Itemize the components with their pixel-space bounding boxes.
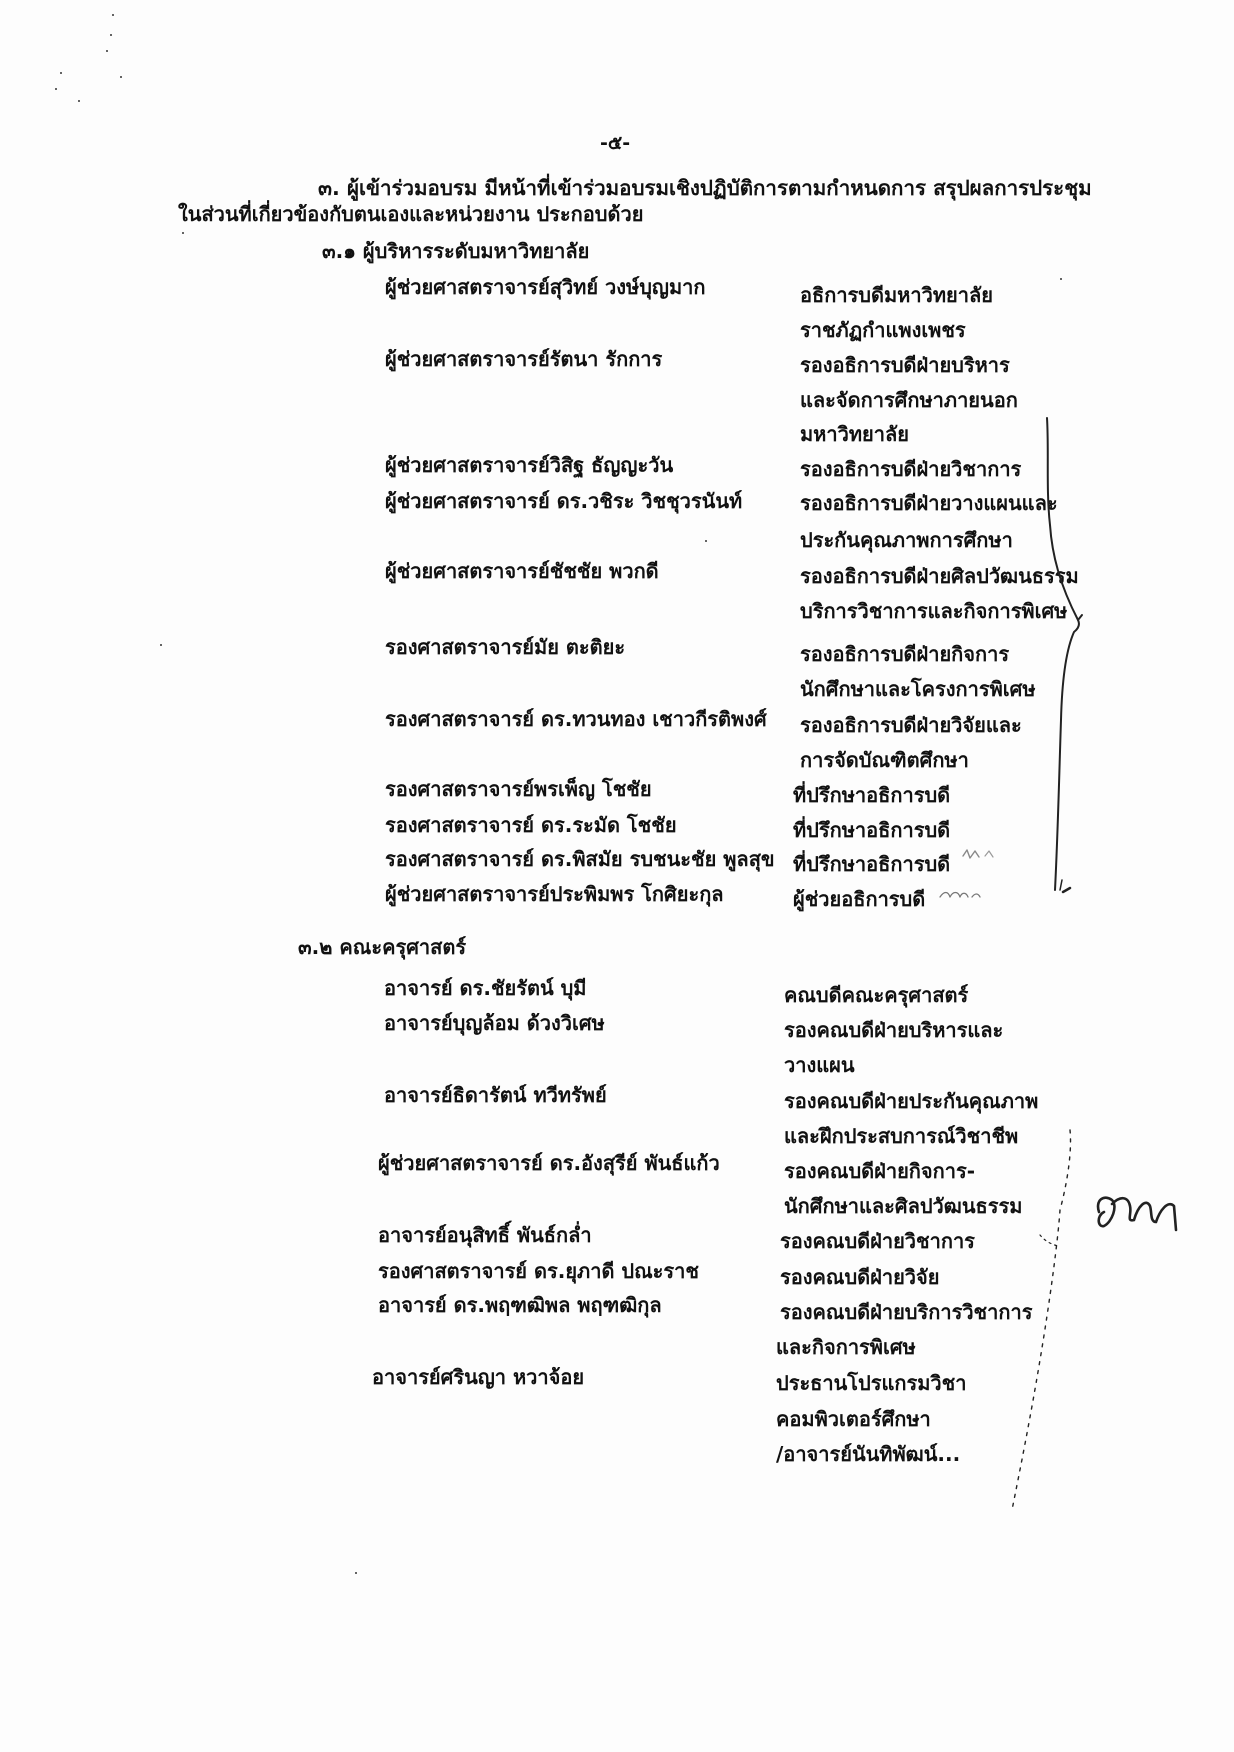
member-position: คณบดีคณะครุศาสตร์ xyxy=(784,983,969,1007)
member-name: ผู้ช่วยศาสตราจารย์ ดร.อังสุรีย์ พันธ์แก้ว xyxy=(378,1151,720,1175)
member-name: รองศาสตราจารย์ ดร.พิสมัย รบชนะชัย พูลสุข xyxy=(385,847,775,871)
member-name: อาจารย์บุญล้อม ด้วงวิเศษ xyxy=(384,1011,605,1035)
member-position: /อาจารย์นันทิพัฒน์... xyxy=(776,1442,961,1466)
member-name: อาจารย์ศรินญา หวาจ้อย xyxy=(372,1365,585,1389)
member-position: รองคณบดีฝ่ายวิชาการ xyxy=(780,1229,975,1253)
member-position: นักศึกษาและโครงการพิเศษ xyxy=(800,677,1036,701)
member-name: ผู้ช่วยศาสตราจารย์ ดร.วชิระ วิชชุวรนันท์ xyxy=(385,489,743,513)
handwritten-bracket xyxy=(1012,1130,1071,1510)
member-position: รองคณบดีฝ่ายกิจการ- xyxy=(784,1159,976,1183)
member-position: ประกันคุณภาพการศึกษา xyxy=(800,528,1013,552)
member-name: ผู้ช่วยศาสตราจารย์รัตนา รักการ xyxy=(385,347,663,371)
member-position: รองอธิการบดีฝ่ายบริหาร xyxy=(800,353,1010,377)
section-heading-3-2: ๓.๒ คณะครุศาสตร์ xyxy=(298,935,467,959)
member-name: อาจารย์อนุสิทธิ์ พันธ์กล่ำ xyxy=(378,1223,592,1247)
member-position: รองอธิการบดีฝ่ายวิชาการ xyxy=(800,457,1022,481)
handwritten-bracket xyxy=(1047,418,1079,890)
intro-line-2: ในส่วนที่เกี่ยวข้องกับตนเองและหน่วยงาน ประกอบด้วย xyxy=(178,202,644,226)
member-position: รองอธิการบดีฝ่ายศิลปวัฒนธรรม xyxy=(800,564,1079,588)
member-position: อธิการบดีมหาวิทยาลัย xyxy=(800,283,993,307)
member-position: คอมพิวเตอร์ศึกษา xyxy=(776,1407,931,1431)
member-name: รองศาสตราจารย์ ดร.ยุภาดี ปณะราช xyxy=(378,1259,699,1283)
member-position: มหาวิทยาลัย xyxy=(800,422,909,446)
member-position: รองคณบดีฝ่ายประกันคุณภาพ xyxy=(784,1089,1039,1113)
member-position: ผู้ช่วยอธิการบดี xyxy=(793,887,926,911)
member-position: รองคณบดีฝ่ายบริการวิชาการ xyxy=(780,1300,1033,1324)
page-number: -๕- xyxy=(600,132,631,154)
member-position: รองคณบดีฝ่ายวิจัย xyxy=(780,1265,940,1289)
member-position: รองคณบดีฝ่ายบริหารและ xyxy=(784,1018,1004,1042)
member-position: ประธานโปรแกรมวิชา xyxy=(776,1371,967,1395)
member-position: รองอธิการบดีฝ่ายวิจัยและ xyxy=(800,713,1022,737)
member-position: ราชภัฏกำแพงเพชร xyxy=(800,318,966,342)
intro-line-1: ๓. ผู้เข้าร่วมอบรม มีหน้าที่เข้าร่วมอบรมเชิงปฏิบัติการตามกำหนดการ สรุปผลการประชุม xyxy=(318,176,1092,200)
member-position: วางแผน xyxy=(784,1053,855,1077)
member-position: และฝึกประสบการณ์วิชาชีพ xyxy=(784,1124,1019,1148)
member-position: ที่ปรึกษาอธิการบดี xyxy=(793,818,951,842)
member-name: รองศาสตราจารย์ ดร.ทวนทอง เชาวกีรติพงศ์ xyxy=(385,707,767,731)
member-name: รองศาสตราจารย์มัย ตะติยะ xyxy=(385,635,626,659)
member-position: และกิจการพิเศษ xyxy=(776,1335,916,1359)
member-name: รองศาสตราจารย์ ดร.ระมัด โชชัย xyxy=(385,813,677,837)
member-name: รองศาสตราจารย์พรเพ็ญ โชชัย xyxy=(385,777,652,801)
member-name: อาจารย์ ดร.พฤฑฒิพล พฤฑฒิกุล xyxy=(378,1293,662,1317)
member-name: ผู้ช่วยศาสตราจารย์ประพิมพร โกศิยะกุล xyxy=(385,882,724,906)
member-position: ที่ปรึกษาอธิการบดี xyxy=(793,783,951,807)
member-position: นักศึกษาและศิลปวัฒนธรรม xyxy=(784,1194,1023,1218)
member-position: การจัดบัณฑิตศึกษา xyxy=(800,748,969,772)
handwritten-initials xyxy=(1098,1198,1176,1230)
member-position: ที่ปรึกษาอธิการบดี xyxy=(793,852,951,876)
section-heading-3-1: ๓.๑ ผู้บริหารระดับมหาวิทยาลัย xyxy=(322,239,590,263)
member-name: ผู้ช่วยศาสตราจารย์ชัชชัย พวกดี xyxy=(385,559,659,583)
member-name: ผู้ช่วยศาสตราจารย์สุวิทย์ วงษ์บุญมาก xyxy=(385,275,706,299)
member-position: รองอธิการบดีฝ่ายกิจการ xyxy=(800,642,1010,666)
member-name: อาจารย์ธิดารัตน์ ทวีทรัพย์ xyxy=(384,1083,607,1107)
member-name: ผู้ช่วยศาสตราจารย์วิสิฐ ธัญญะวัน xyxy=(385,453,674,477)
member-position: บริการวิชาการและกิจการพิเศษ xyxy=(800,599,1068,623)
member-position: และจัดการศึกษาภายนอก xyxy=(800,388,1018,412)
member-position: รองอธิการบดีฝ่ายวางแผนและ xyxy=(800,491,1058,515)
member-name: อาจารย์ ดร.ชัยรัตน์ บุมี xyxy=(384,976,587,1000)
